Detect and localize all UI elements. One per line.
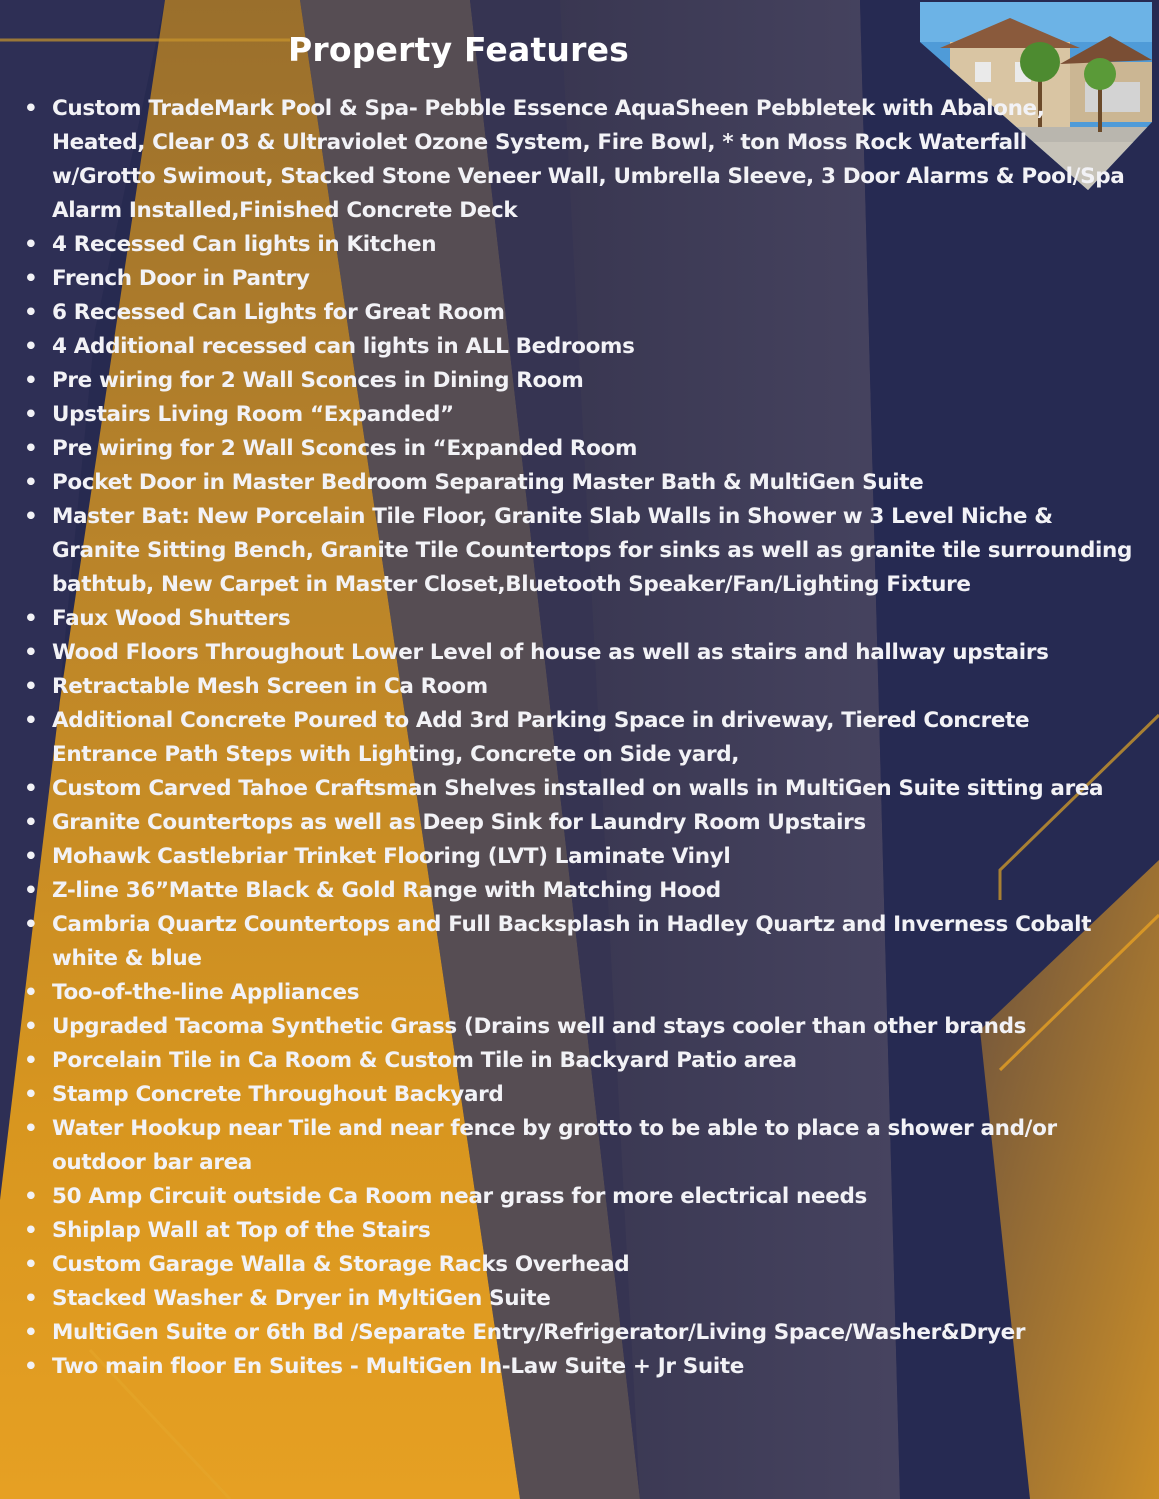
- list-item: [24, 1316, 1134, 1350]
- list-item-text: 6 Recessed Can Lights for Great Room: [52, 300, 505, 325]
- bullet-icon: •: [24, 1184, 38, 1209]
- bullet-icon: •: [24, 1252, 38, 1277]
- list-item: [24, 364, 1134, 398]
- bullet-icon: •: [24, 470, 38, 495]
- list-item-text: Stacked Washer & Dryer in MyltiGen Suite: [52, 1286, 551, 1311]
- list-item: [24, 1180, 1134, 1214]
- list-item: [24, 1350, 1134, 1384]
- bullet-icon: •: [24, 1082, 38, 1107]
- list-item: [24, 330, 1134, 364]
- list-item-text: Pocket Door in Master Bedroom Separating Master Bath & MultiGen Suite: [52, 470, 924, 495]
- bullet-icon: •: [24, 402, 38, 427]
- list-item-text: Wood Floors Throughout Lower Level of house as well as stairs and hallway upstairs: [52, 640, 1049, 665]
- list-item-text: Two main floor En Suites - MultiGen In-Law Suite + Jr Suite: [52, 1354, 745, 1379]
- list-item: [24, 92, 1134, 228]
- bullet-icon: •: [24, 1354, 38, 1379]
- bullet-icon: •: [24, 844, 38, 869]
- bullet-icon: •: [24, 1048, 38, 1073]
- list-item-text: Upstairs Living Room “Expanded”: [52, 402, 454, 427]
- list-item: [24, 1248, 1134, 1282]
- list-item: [24, 840, 1134, 874]
- list-item: [24, 908, 1134, 976]
- list-item-text: 50 Amp Circuit outside Ca Room near grass for more electrical needs: [52, 1184, 867, 1209]
- list-item-text: Pre wiring for 2 Wall Sconces in “Expanded Room: [52, 436, 638, 461]
- list-item-text: 4 Recessed Can lights in Kitchen: [52, 232, 437, 257]
- list-item-text: Cambria Quartz Countertops and Full Backsplash in Hadley Quartz and Inverness Cobalt white & blue: [52, 912, 1092, 971]
- list-item: [24, 296, 1134, 330]
- list-item-text: Stamp Concrete Throughout Backyard: [52, 1082, 504, 1107]
- list-item-text: Faux Wood Shutters: [52, 606, 291, 631]
- bullet-icon: •: [24, 674, 38, 699]
- list-item: [24, 1078, 1134, 1112]
- bullet-icon: •: [24, 640, 38, 665]
- bullet-icon: •: [24, 1320, 38, 1345]
- bullet-icon: •: [24, 1218, 38, 1243]
- bullet-icon: •: [24, 300, 38, 325]
- list-item: [24, 1214, 1134, 1248]
- bullet-icon: •: [24, 1116, 38, 1141]
- list-item: [24, 500, 1134, 602]
- list-item-text: MultiGen Suite or 6th Bd /Separate Entry/Refrigerator/Living Space/Washer&Dryer: [52, 1320, 1026, 1345]
- bullet-icon: •: [24, 232, 38, 257]
- list-item: [24, 432, 1134, 466]
- list-item: [24, 1010, 1134, 1044]
- list-item-text: Too-of-the-line Appliances: [52, 980, 360, 1005]
- bullet-icon: •: [24, 810, 38, 835]
- bullet-icon: •: [24, 334, 38, 359]
- bullet-icon: •: [24, 436, 38, 461]
- list-item: [24, 772, 1134, 806]
- bullet-icon: •: [24, 708, 38, 733]
- bullet-icon: •: [24, 1014, 38, 1039]
- bullet-icon: •: [24, 266, 38, 291]
- bullet-icon: •: [24, 606, 38, 631]
- list-item: [24, 466, 1134, 500]
- list-item-text: Custom Garage Walla & Storage Racks Overhead: [52, 1252, 630, 1277]
- list-item: [24, 704, 1134, 772]
- list-item-text: Custom Carved Tahoe Craftsman Shelves installed on walls in MultiGen Suite sitting area: [52, 776, 1104, 801]
- list-item-text: Granite Countertops as well as Deep Sink for Laundry Room Upstairs: [52, 810, 866, 835]
- list-item-text: Upgraded Tacoma Synthetic Grass (Drains well and stays cooler than other brands: [52, 1014, 1027, 1039]
- list-item-text: Mohawk Castlebriar Trinket Flooring (LVT) Laminate Vinyl: [52, 844, 731, 869]
- list-item: [24, 262, 1134, 296]
- page-title: Property Features: [288, 30, 630, 69]
- list-item-text: Shiplap Wall at Top of the Stairs: [52, 1218, 431, 1243]
- bullet-icon: •: [24, 912, 38, 937]
- list-item-text: 4 Additional recessed can lights in ALL Bedrooms: [52, 334, 635, 359]
- bullet-icon: •: [24, 1286, 38, 1311]
- list-item-text: Pre wiring for 2 Wall Sconces in Dining Room: [52, 368, 584, 393]
- list-item: [24, 806, 1134, 840]
- list-item-text: Porcelain Tile in Ca Room & Custom Tile in Backyard Patio area: [52, 1048, 797, 1073]
- bullet-icon: •: [24, 96, 38, 121]
- list-item: [24, 228, 1134, 262]
- list-item-text: Water Hookup near Tile and near fence by grotto to be able to place a shower and/or outdoor bar area: [52, 1116, 1057, 1175]
- list-item-text: Custom TradeMark Pool & Spa- Pebble Essence AquaSheen Pebbletek with Abalone, Heated, Clear 03 & Ultraviolet Ozone System, Fire Bowl, * ton Moss Rock Waterfall w/Grotto Swimout, Stacked Stone Veneer Wall, Umbrella Sleeve, 3 Door Alarms & Pool/Spa Alarm Installed,Finished Concrete Deck: [52, 96, 1125, 223]
- list-item-text: Z-line 36”Matte Black & Gold Range with Matching Hood: [52, 878, 721, 903]
- bullet-icon: •: [24, 504, 38, 529]
- list-item: [24, 636, 1134, 670]
- list-item: [24, 1044, 1134, 1078]
- list-item: [24, 670, 1134, 704]
- list-item: [24, 1112, 1134, 1180]
- list-item: [24, 1282, 1134, 1316]
- list-item-text: Additional Concrete Poured to Add 3rd Parking Space in driveway, Tiered Concrete Entrance Path Steps with Lighting, Concrete on Side yard,: [52, 708, 1030, 767]
- list-item: [24, 602, 1134, 636]
- list-item-text: Master Bat: New Porcelain Tile Floor, Granite Slab Walls in Shower w 3 Level Niche & Granite Sitting Bench, Granite Tile Countertops for sinks as well as granite tile surrounding bathtub, New Carpet in Master Closet,Bluetooth Speaker/Fan/Lighting Fixture: [52, 504, 1133, 597]
- bullet-icon: •: [24, 776, 38, 801]
- bullet-icon: •: [24, 878, 38, 903]
- bullet-icon: •: [24, 980, 38, 1005]
- list-item: [24, 976, 1134, 1010]
- list-item-text: Retractable Mesh Screen in Ca Room: [52, 674, 488, 699]
- feature-list: [24, 92, 1134, 1384]
- list-item-text: French Door in Pantry: [52, 266, 310, 291]
- list-item: [24, 398, 1134, 432]
- bullet-icon: •: [24, 368, 38, 393]
- list-item: [24, 874, 1134, 908]
